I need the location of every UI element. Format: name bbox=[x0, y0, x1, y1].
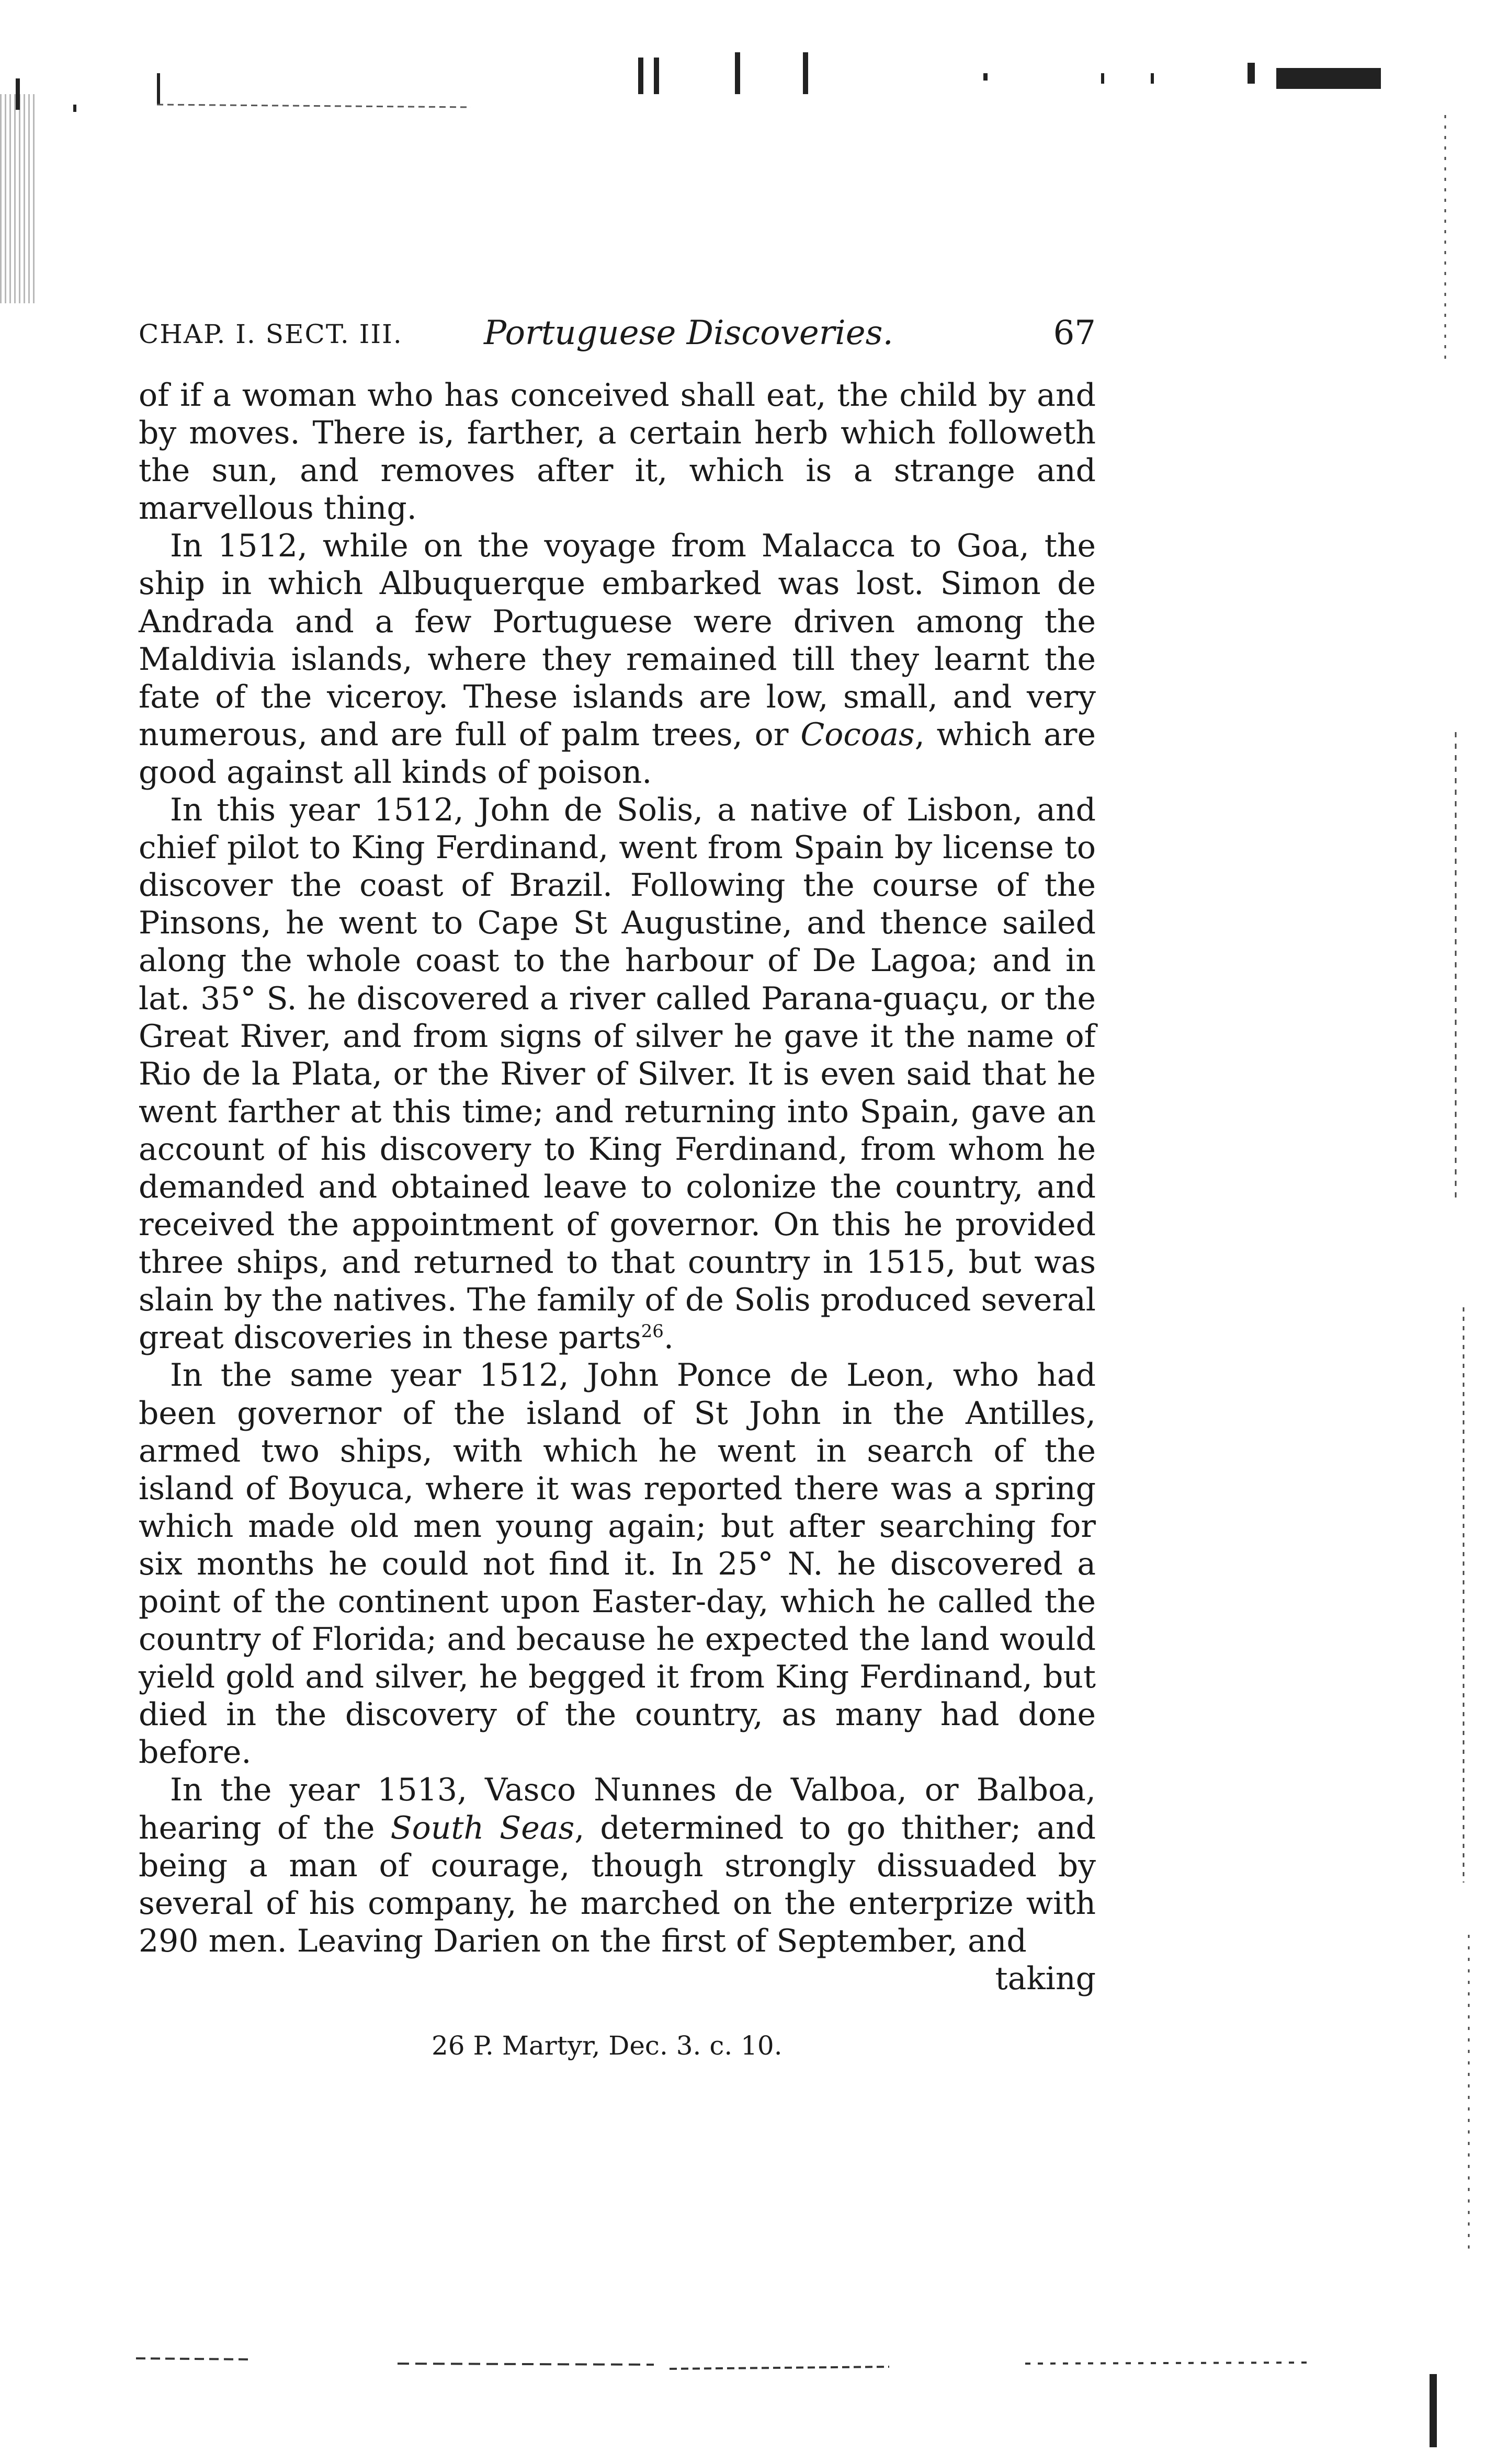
scan-artifact-bottom bbox=[0, 2322, 1508, 2464]
catchword: taking bbox=[995, 1960, 1096, 1997]
running-title: Portuguese Discoveries. bbox=[484, 314, 893, 352]
page-edge-shadow-right bbox=[1372, 0, 1508, 2464]
paragraph-text: In this year 1512, John de Solis, a native of Lisbon, and chief pilot to King Ferdinand, went from Spain by license to discover the coast of Brazil. Following the course of the Pinsons, he went to Cape St Augustine, and thence sailed along the whole coast to the harbour of De Lagoa; and in lat. 35° S. he discovered a river called Parana-guaçu, or the Great River, and from signs of silver he gave it the name of Rio de la Plata, or the River of Silver. It is even said that he went farther at this time; and returning into Spain, gave an account of his discovery to King Ferdinand, from whom he demanded and obtained leave to colonize the country, and received the appointment of governor. On this he provided three ships, and returned to that country in 1515, but was slain by the natives. The family of de Solis produced several great discoveries in these parts bbox=[139, 792, 1096, 1356]
body-text bbox=[139, 377, 1096, 1960]
page-number: 67 bbox=[1053, 314, 1096, 352]
page-edge-shadow-left bbox=[0, 94, 37, 303]
footnote: 26 P. Martyr, Dec. 3. c. 10. bbox=[432, 2030, 783, 2061]
paragraph bbox=[139, 791, 1096, 1356]
italic-term: South Seas bbox=[390, 1809, 575, 1846]
paragraph: of if a woman who has conceived shall eat, the child by and by moves. There is, farther, a certain herb which followeth the sun, and removes after it, which is a strange and marvellous thing. bbox=[139, 377, 1096, 527]
footnote-reference: 26 bbox=[641, 1321, 664, 1342]
paragraph: In 1512, while on the voyage from Malacca to Goa, the ship in which Albuquerque embarked was lost. Simon de Andrada and a few Portuguese were driven among the Maldivia islands, where they remained till they learnt the fate of the viceroy. These islands are low, small, and very numerous, and are full of palm trees, or Cocoas, which are good against all kinds of poison. bbox=[139, 528, 1096, 791]
chapter-section-label: CHAP. I. SECT. III. bbox=[139, 319, 403, 349]
paragraph: In the year 1513, Vasco Nunnes de Valboa, or Balboa, hearing of the South Seas, determined to go thither; and being a man of courage, though strongly dissuaded by several of his company, he marched on the enterprize with 290 men. Leaving Darien on the first of September, and bbox=[139, 1772, 1096, 1959]
scan-artifact-top bbox=[0, 0, 1508, 126]
paragraph-end-punctuation: . bbox=[663, 1319, 674, 1356]
paragraph: In the same year 1512, John Ponce de Leon, who had been governor of the island of St John in the Antilles, armed two ships, with which he went in search of the island of Boyuca, where it was reported there was a spring which made old men young again; but after searching for six months he could not find it. In 25° N. he discovered a point of the continent upon Easter-day, which he called the country of Florida; and because he expected the land would yield gold and silver, he begged it from King Ferdinand, but died in the discovery of the country, as many had done before. bbox=[139, 1357, 1096, 1771]
italic-term: Cocoas bbox=[800, 716, 915, 753]
running-head bbox=[139, 314, 1096, 362]
book-page bbox=[139, 314, 1096, 2061]
